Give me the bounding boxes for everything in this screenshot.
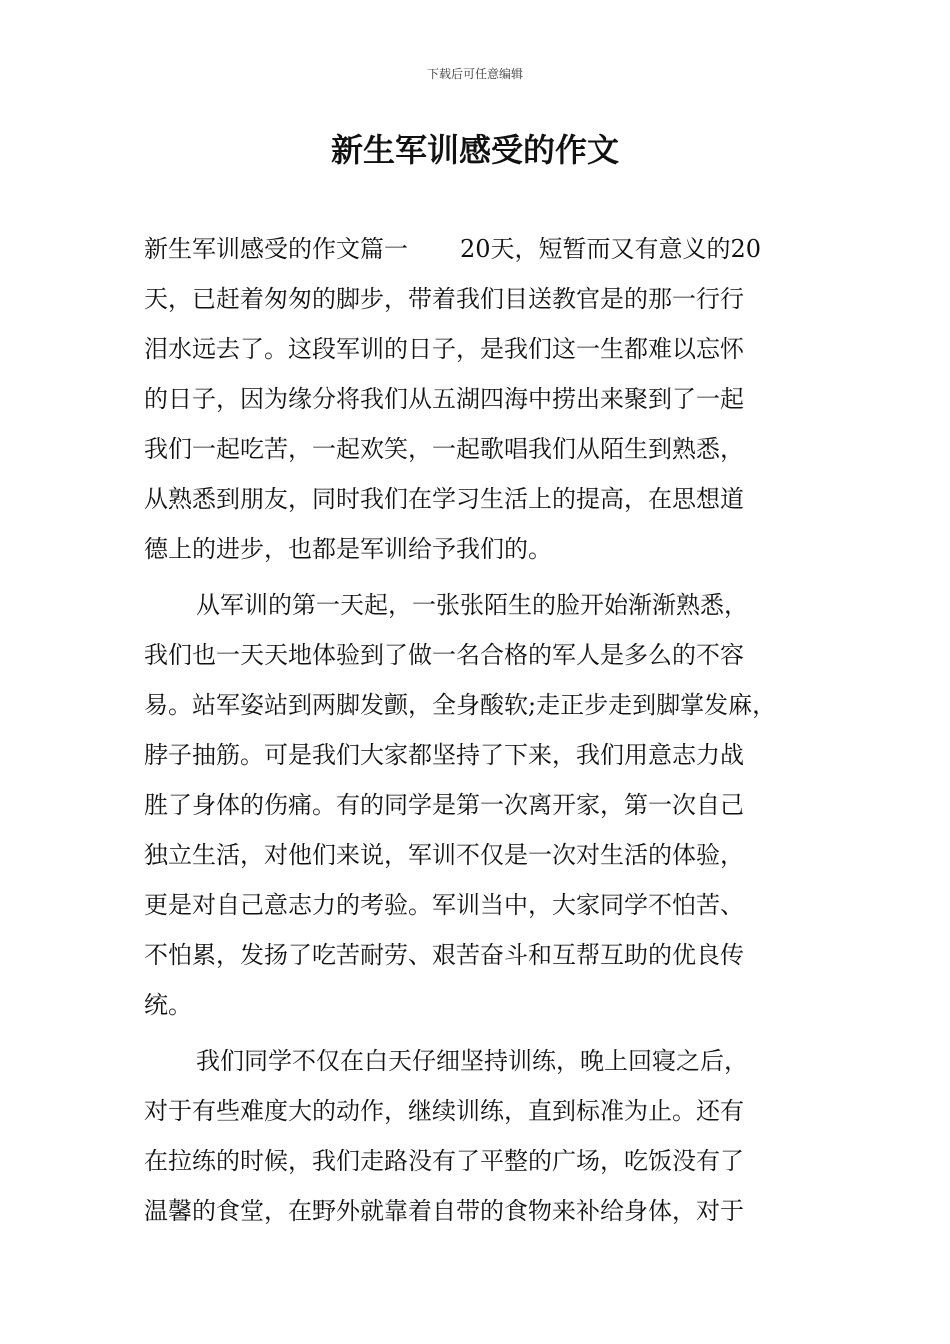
paragraph-3-line: 在拉练的时候，我们走路没有了平整的广场，吃饭没有了 <box>144 1147 744 1175</box>
paragraph-1-line: 从熟悉到朋友，同时我们在学习生活上的提高，在思想道 <box>144 485 744 513</box>
paragraph-3-line: 温馨的食堂，在野外就靠着自带的食物来补给身体，对于 <box>144 1197 744 1225</box>
paragraph-1-line: 我们一起吃苦，一起欢笑，一起歌唱我们从陌生到熟悉， <box>144 435 744 463</box>
page-header-note: 下载后可任意编辑 <box>426 67 523 81</box>
paragraph-2-line: 统。 <box>144 991 192 1019</box>
paragraph-1-line: 泪水远去了。这段军训的日子，是我们这一生都难以忘怀 <box>144 335 744 363</box>
paragraph-2-line: 易。站军姿站到两脚发颤，全身酸软;走正步走到脚掌发麻， <box>144 691 777 719</box>
document-body <box>144 224 844 1236</box>
paragraph-3-line: 对于有些难度大的动作，继续训练，直到标准为止。还有 <box>144 1097 744 1125</box>
paragraph-2-line: 胜了身体的伤痛。有的同学是第一次离开家，第一次自己 <box>144 791 744 819</box>
section-lead: 新生军训感受的作文篇一 <box>144 235 408 263</box>
paragraph-2-line: 独立生活，对他们来说，军训不仅是一次对生活的体验， <box>144 841 744 869</box>
paragraph-1-line-1 <box>144 224 844 274</box>
paragraph-2-line: 从军训的第一天起，一张张陌生的脸开始渐渐熟悉， <box>196 591 748 619</box>
paragraph-1-line: 天，已赶着匆匆的脚步，带着我们目送教官是的那一行行 <box>144 285 744 313</box>
paragraph-2-line: 不怕累，发扬了吃苦耐劳、艰苦奋斗和互帮互助的优良传 <box>144 941 744 969</box>
paragraph-1-line: 德上的进步，也都是军训给予我们的。 <box>144 535 552 563</box>
document-title: 新生军训感受的作文 <box>330 131 619 169</box>
paragraph-1-line-1-text: 20天，短暂而又有意义的20 <box>460 235 762 263</box>
paragraph-3-line: 我们同学不仅在白天仔细坚持训练，晚上回寝之后， <box>196 1047 748 1075</box>
paragraph-1-line: 的日子，因为缘分将我们从五湖四海中捞出来聚到了一起 <box>144 385 744 413</box>
paragraph-2-line: 更是对自己意志力的考验。军训当中，大家同学不怕苦、 <box>144 891 744 919</box>
paragraph-2-line: 我们也一天天地体验到了做一名合格的军人是多么的不容 <box>144 641 744 669</box>
paragraph-2-line: 脖子抽筋。可是我们大家都坚持了下来，我们用意志力战 <box>144 741 744 769</box>
